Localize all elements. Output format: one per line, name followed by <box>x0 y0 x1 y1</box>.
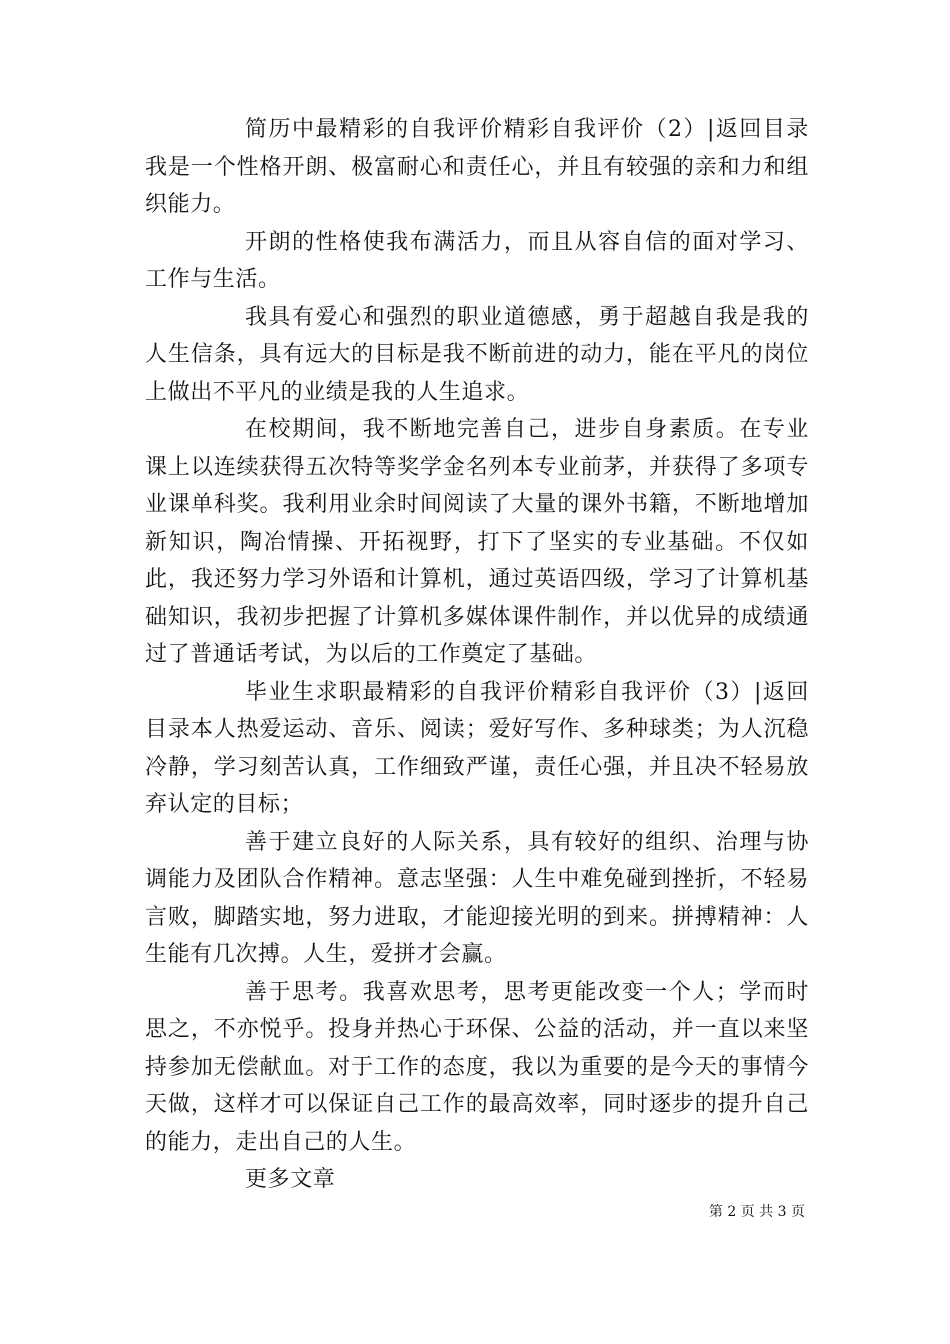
paragraph: 简历中最精彩的自我评价精彩自我评价（2）|返回目录我是一个性格开朗、极富耐心和责任心，并且有较强的亲和力和组织能力。 <box>145 117 809 217</box>
paragraph: 我具有爱心和强烈的职业道德感，勇于超越自我是我的人生信条，具有远大的目标是我不断前进的动力，能在平凡的岗位上做出不平凡的业绩是我的人生追求。 <box>145 304 809 405</box>
paragraph: 在校期间，我不断地完善自己，进步自身素质。在专业课上以连续获得五次特等奖学金名列本专业前茅，并获得了多项专业课单科奖。我利用业余时间阅读了大量的课外书籍，不断地增加新知识，陶冶情操、开拓视野，打下了坚实的专业基础。不仅如此，我还努力学习外语和计算机，通过英语四级，学习了计算机基础知识，我初步把握了计算机多媒体课件制作，并以优异的成绩通过了普通话考试，为以后的工作奠定了基础。 <box>145 417 809 667</box>
more-articles-link[interactable]: 更多文章 <box>245 1167 336 1192</box>
document-body <box>145 111 809 1199</box>
page-number: 第 2 页 共 3 页 <box>708 1204 805 1220</box>
paragraph: 善于思考。我喜欢思考，思考更能改变一个人；学而时思之，不亦悦乎。投身并热心于环保、公益的活动，并一直以来坚持参加无偿献血。对于工作的态度，我以为重要的是今天的事情今天做，这样才可以保证自己工作的最高效率，同时逐步的提升自己的能力，走出自己的人生。 <box>145 979 809 1155</box>
paragraph: 开朗的性格使我布满活力，而且从容自信的面对学习、工作与生活。 <box>145 229 809 292</box>
paragraph: 善于建立良好的人际关系，具有较好的组织、治理与协调能力及团队合作精神。意志坚强：人生中难免碰到挫折，不轻易言败，脚踏实地，努力进取，才能迎接光明的到来。拼搏精神：人生能有几次搏。人生，爱拼才会赢。 <box>145 829 809 967</box>
paragraph: 毕业生求职最精彩的自我评价精彩自我评价（3）|返回目录本人热爱运动、音乐、阅读；爱好写作、多种球类；为人沉稳冷静，学习刻苦认真，工作细致严谨，责任心强，并且决不轻易放弃认定的目标； <box>145 679 809 817</box>
